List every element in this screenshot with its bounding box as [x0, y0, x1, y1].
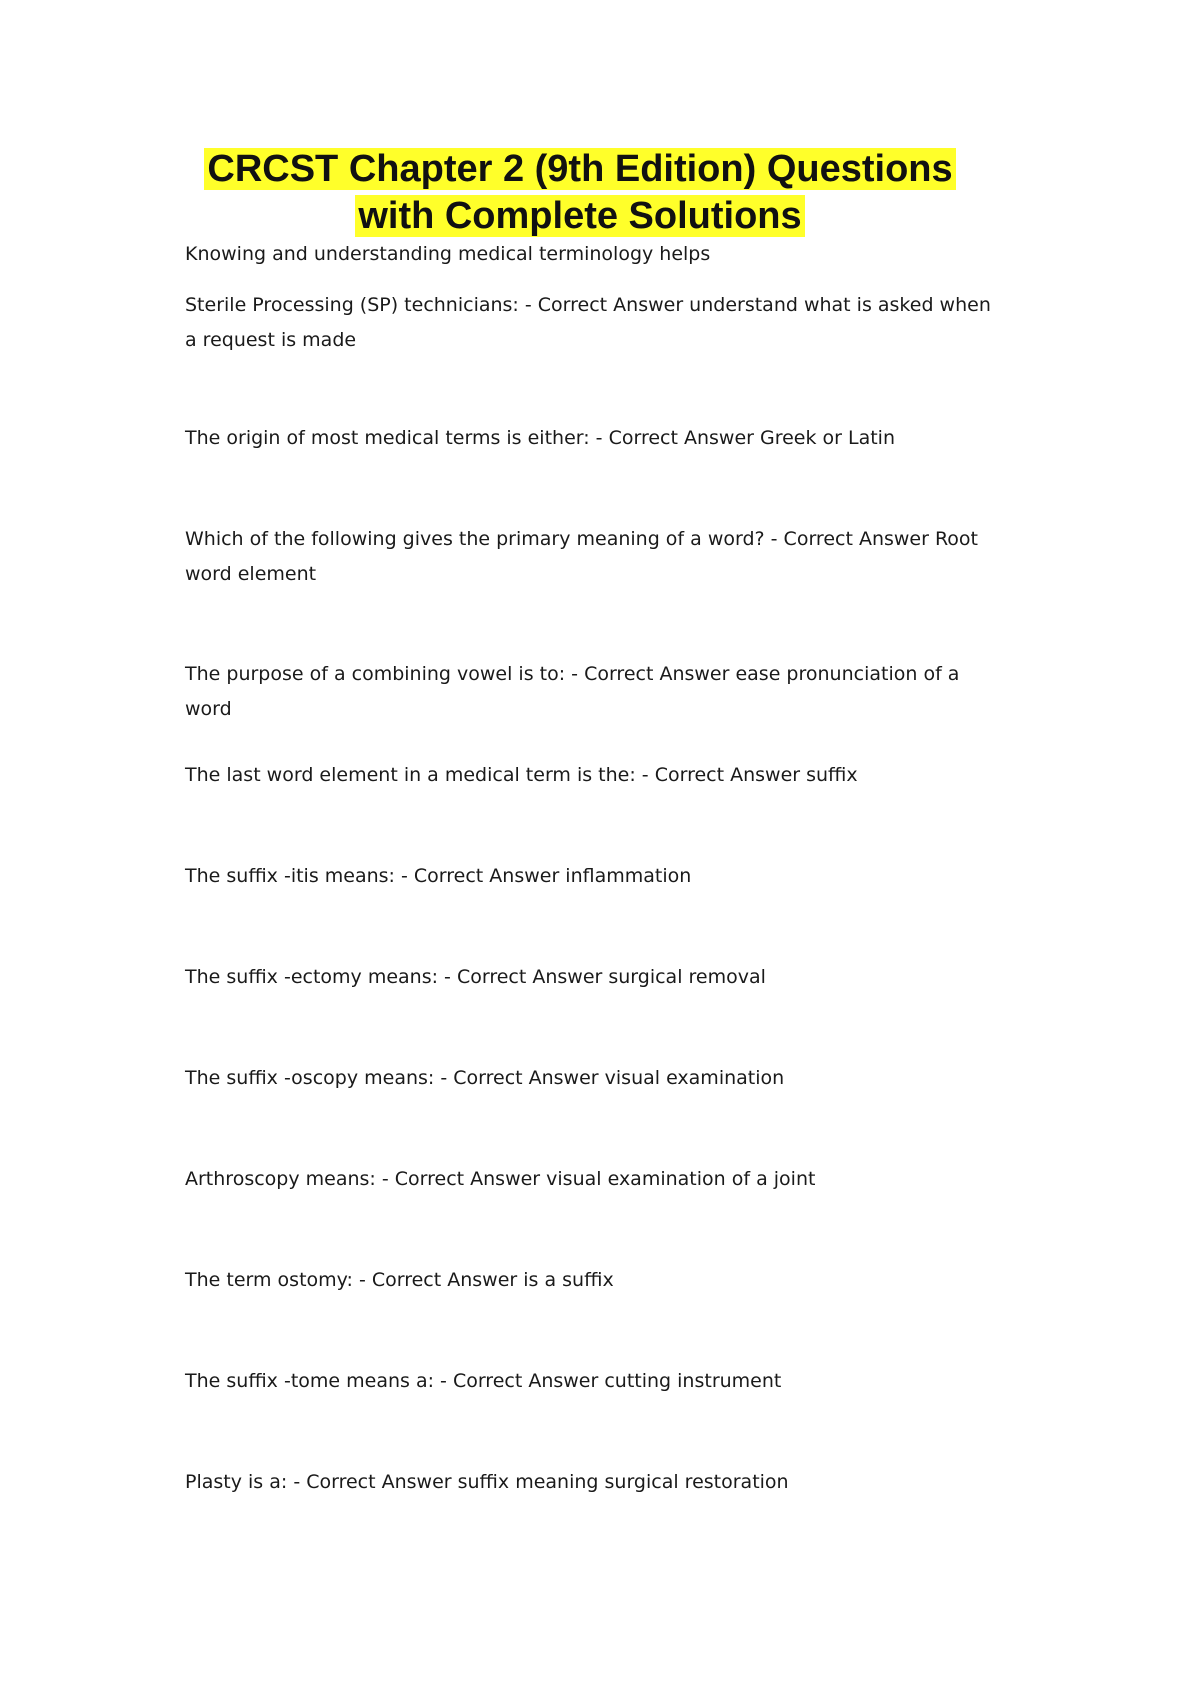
qa-item-8: The suffix -oscopy means: - Correct Answer visual examination — [185, 1067, 785, 1089]
qa-item-10: The term ostomy: - Correct Answer is a suffix — [185, 1269, 614, 1291]
qa-item-6: The suffix -itis means: - Correct Answer inflammation — [185, 865, 692, 887]
qa-item-7: The suffix -ectomy means: - Correct Answer surgical removal — [185, 966, 766, 988]
title-line-1: CRCST Chapter 2 (9th Edition) Questions — [204, 148, 955, 190]
qa-item-4: The purpose of a combining vowel is to: - Correct Answer ease pronunciation of a word — [185, 663, 960, 720]
document-title — [150, 146, 1010, 240]
qa-item-12: Plasty is a: - Correct Answer suffix meaning surgical restoration — [185, 1471, 789, 1493]
qa-item-9: Arthroscopy means: - Correct Answer visual examination of a joint — [185, 1168, 816, 1190]
qa-item-1: Sterile Processing (SP) technicians: - Correct Answer understand what is asked when a request is made — [185, 294, 991, 351]
qa-item-3: Which of the following gives the primary meaning of a word? - Correct Answer Root word element — [185, 528, 979, 585]
intro-text: Knowing and understanding medical terminology helps — [185, 243, 711, 265]
title-line-2: with Complete Solutions — [355, 195, 804, 237]
qa-item-2: The origin of most medical terms is either: - Correct Answer Greek or Latin — [185, 427, 895, 449]
qa-item-5: The last word element in a medical term is the: - Correct Answer suffix — [185, 764, 858, 786]
qa-item-11: The suffix -tome means a: - Correct Answer cutting instrument — [185, 1370, 782, 1392]
